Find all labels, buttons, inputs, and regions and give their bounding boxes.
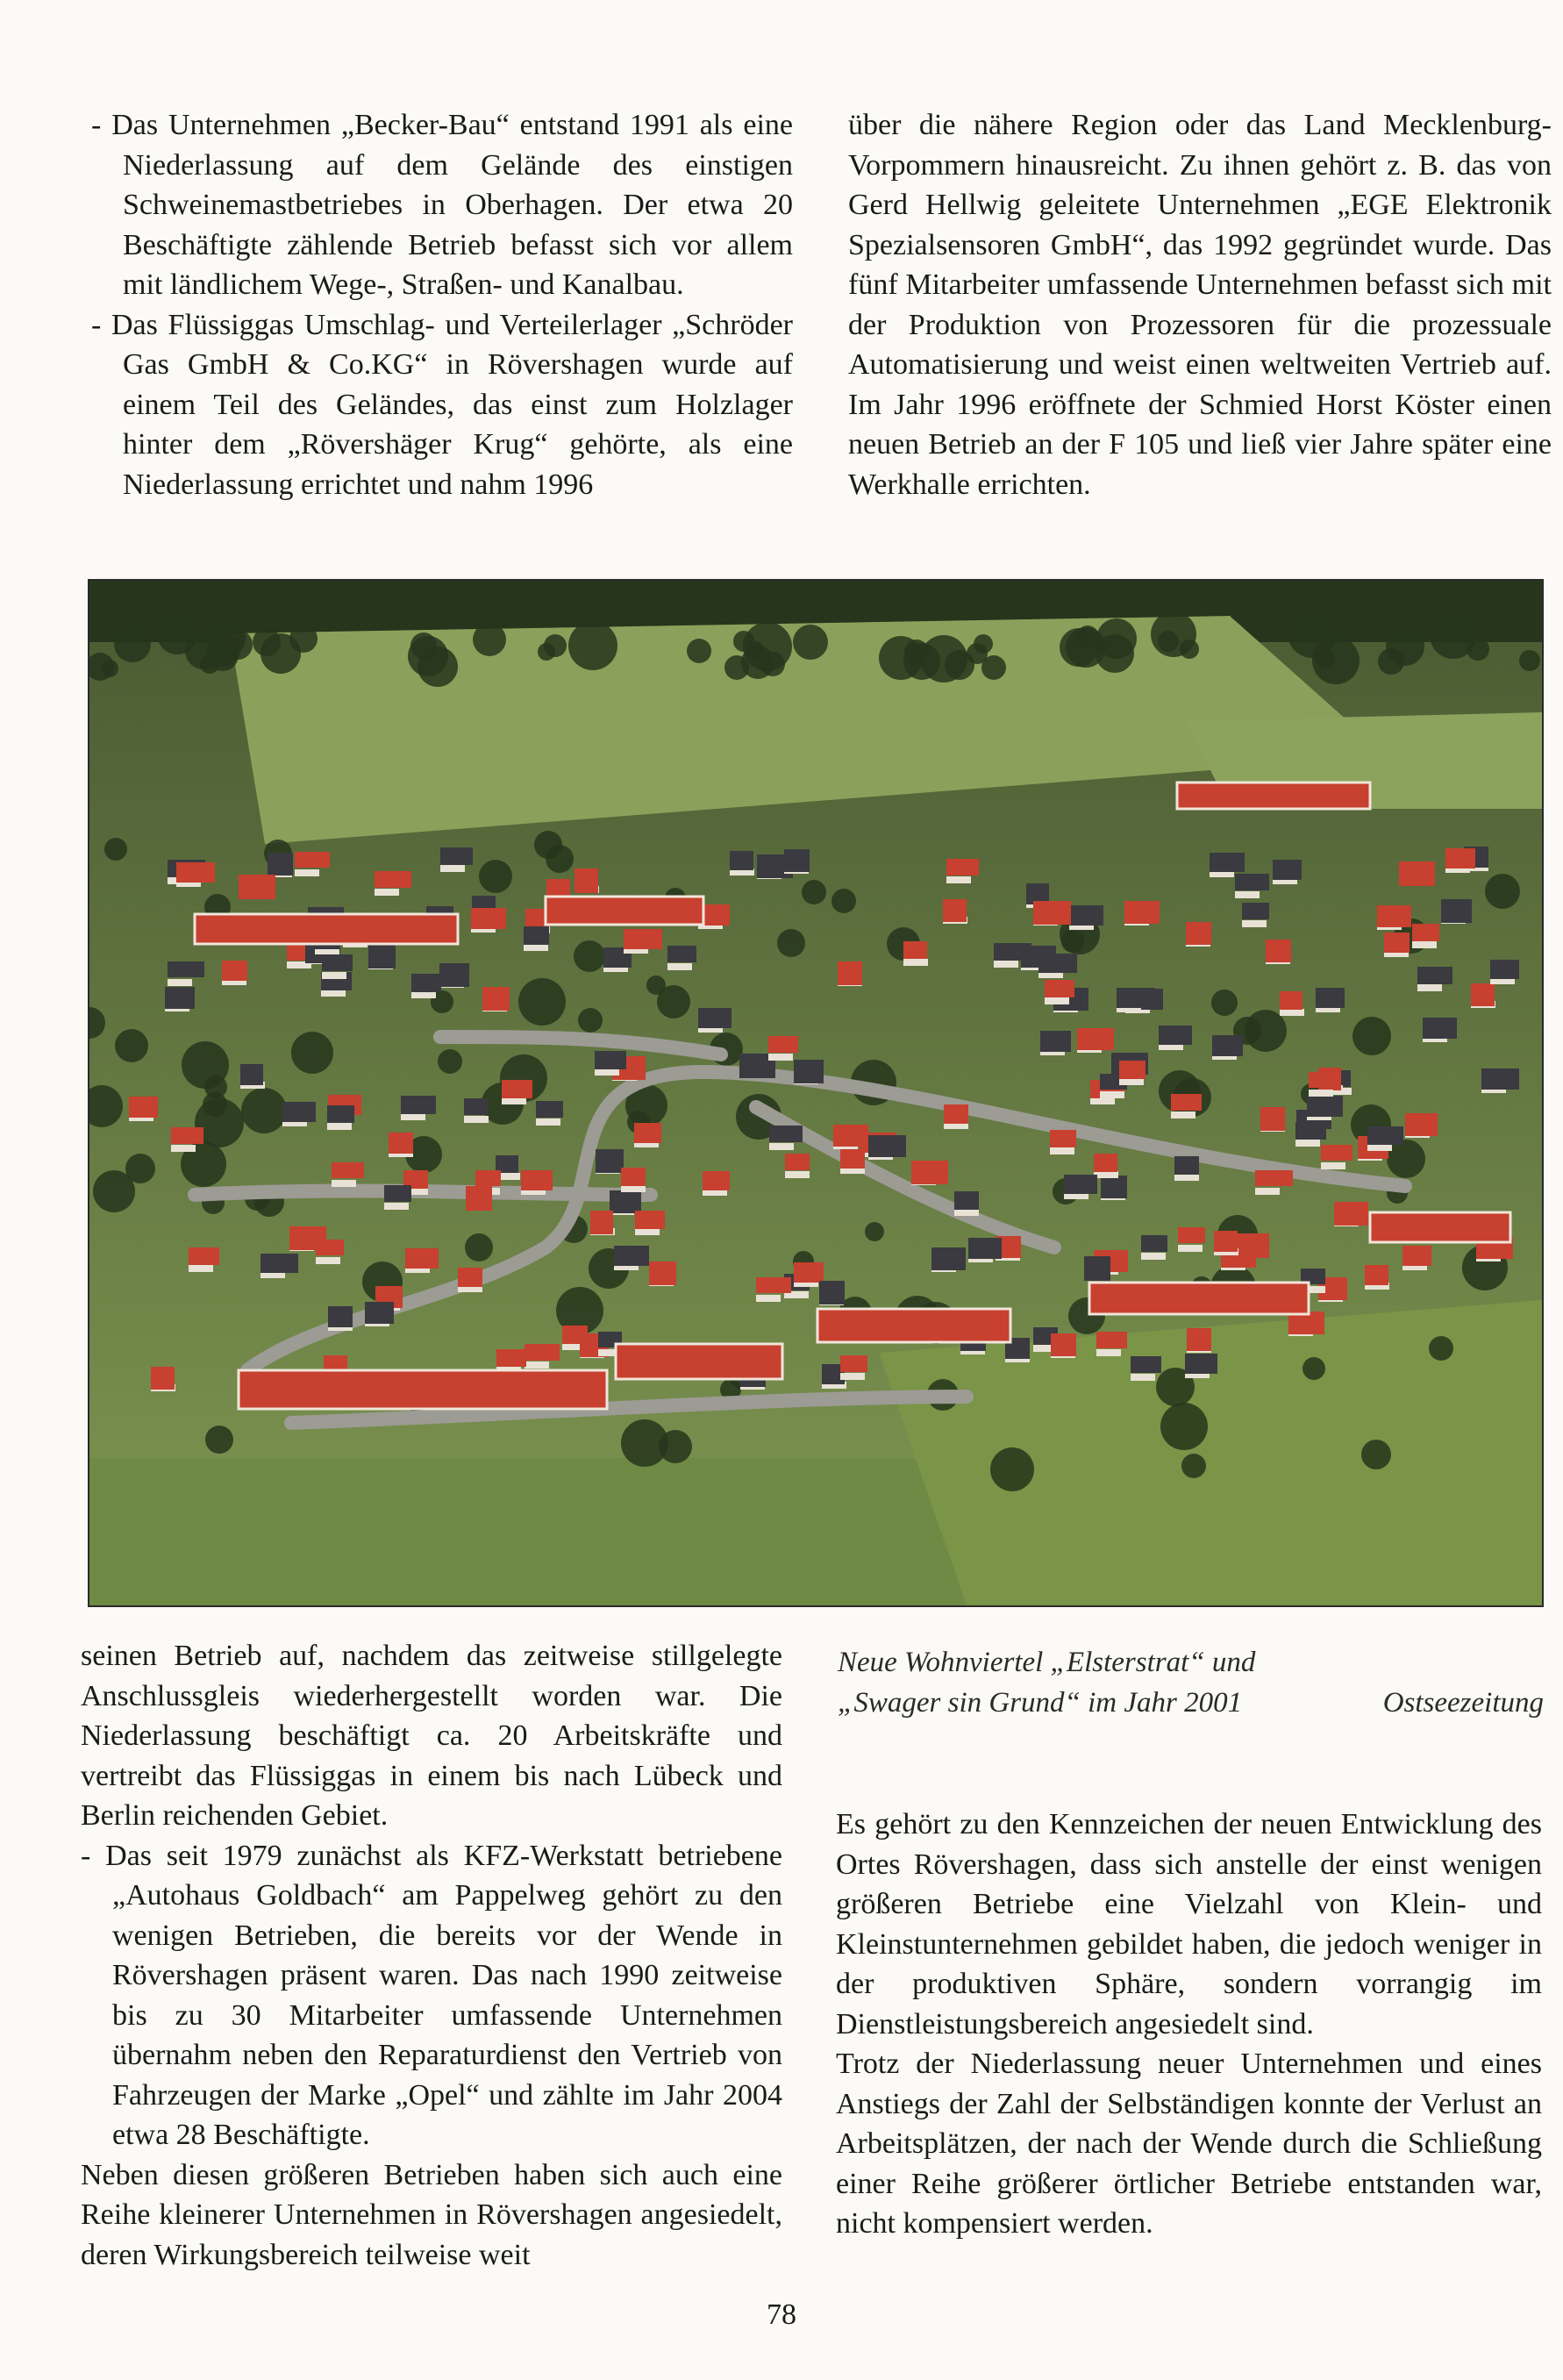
house: [943, 899, 967, 924]
house: [466, 1186, 492, 1211]
house: [911, 1161, 948, 1185]
house: [536, 1101, 563, 1126]
tree: [687, 639, 711, 663]
house: [384, 1185, 411, 1210]
tree: [1096, 634, 1134, 673]
house: [1141, 1235, 1167, 1260]
house: [1405, 1113, 1438, 1138]
house: [1051, 1333, 1076, 1358]
house: [1365, 1265, 1389, 1290]
tree: [646, 976, 666, 995]
tree: [574, 940, 605, 972]
row-house: [239, 1370, 607, 1409]
house: [1119, 1061, 1145, 1085]
house: [1050, 1130, 1076, 1154]
column-top-right: [848, 105, 1552, 504]
house: [1101, 1176, 1127, 1200]
house: [439, 963, 469, 988]
house: [524, 926, 549, 951]
tree: [1245, 1010, 1287, 1052]
list-item-schroeder-gas: - Das Flüssiggas Umschlag- und Verteilerlager „Schröder Gas GmbH & Co.KG“ in Rövershagen wurde auf einem Teil des Geländes, das einst zum Holzlager hinter dem „Rövershäger Krug“ gehörte, als eine Niederlassung errichtet und nahm 1996: [91, 308, 793, 501]
house: [868, 1135, 906, 1160]
column-top-left: [91, 105, 793, 504]
tree: [865, 1222, 884, 1241]
house: [784, 849, 810, 874]
tree: [831, 889, 856, 913]
tree: [777, 929, 805, 957]
house: [1033, 901, 1071, 926]
row-house: [1370, 1212, 1510, 1242]
photo-caption: [838, 1642, 1544, 1723]
aerial-photo-illustration: [89, 581, 1542, 1605]
tree: [104, 838, 127, 861]
tree: [793, 625, 828, 660]
house: [1481, 1068, 1519, 1093]
house: [1214, 1231, 1238, 1255]
tree: [205, 1426, 233, 1454]
aerial-photo: [88, 579, 1544, 1607]
house: [621, 1168, 646, 1192]
tree: [241, 1088, 287, 1133]
list-item-becker-bau: - Das Unternehmen „Becker-Bau“ entstand 1991 als eine Niederlassung auf dem Gelände des einstigen Schweinemastbetriebes in Oberhagen. Der etwa 20 Beschäftigte zählende Betrieb befasst sich vor allem mit ländlichem Wege-, Straßen- und Kanalbau.: [91, 109, 793, 301]
house: [1384, 933, 1410, 957]
tree: [1151, 611, 1196, 657]
paragraph-regional-firms: über die nähere Region oder das Land Mecklenburg-Vorpommern hinausreicht. Zu ihnen gehört z. B. das von Gerd Hellwig geleitete Unternehmen „EGE Elektronik Spezialsensoren GmbH“, das 1992 gegründet wurde. Das fünf Mitarbeiter umfassende Unternehmen befasst sich mit der Produktion von Prozessoren für die prozessuale Automatisierung und weist einen weltweiten Vertrieb auf. Im Jahr 1996 eröffnete der Schmied Horst Köster einen neuen Betrieb an der F 105 und ließ vier Jahre später eine Werkhalle errichten.: [848, 109, 1552, 501]
row-house: [546, 897, 703, 925]
tree: [1387, 1140, 1425, 1178]
tree: [465, 1233, 493, 1261]
house: [838, 961, 862, 986]
tree: [741, 646, 774, 679]
tree: [1386, 627, 1424, 666]
house: [819, 1281, 845, 1305]
house: [1399, 861, 1435, 886]
house: [1471, 983, 1495, 1008]
house: [1178, 1227, 1205, 1252]
house: [1174, 1156, 1199, 1181]
row-house: [1089, 1283, 1309, 1314]
house: [1307, 1096, 1343, 1120]
house: [1077, 1028, 1114, 1053]
house: [482, 987, 510, 1011]
house: [239, 875, 275, 899]
house: [222, 961, 247, 985]
column-bottom-right: [836, 1805, 1542, 2244]
tree: [101, 660, 118, 677]
house: [328, 1306, 353, 1331]
house: [1334, 1202, 1368, 1226]
row-house: [195, 914, 458, 944]
house: [840, 1355, 867, 1380]
house: [464, 1098, 489, 1123]
paragraph-continuation: seinen Betrieb auf, nachdem das zeitweise stillgelegte Anschlussgleis wiederhergestellt worden war. Die Niederlassung beschäftigt ca. 20 Arbeitskräfte und vertreibt das Flüssiggas in einem bis nach Lübeck und Berlin reichenden Gebiet.: [81, 1640, 782, 1832]
house: [649, 1261, 676, 1286]
house: [1084, 1256, 1110, 1281]
paragraph-smaller-firms: Neben diesen größeren Betrieben haben sich auch eine Reihe kleinerer Unternehmen in Rövershagen angesiedelt, deren Wirkungsbereich teilweise weit: [81, 2158, 782, 2271]
house: [458, 1268, 482, 1292]
tree: [1361, 1440, 1391, 1469]
house: [968, 1238, 1002, 1262]
house: [365, 1302, 394, 1326]
house: [931, 1247, 966, 1272]
house: [703, 1171, 730, 1196]
tree: [185, 633, 222, 669]
house: [794, 1060, 824, 1084]
row-house: [616, 1344, 782, 1379]
house: [289, 1226, 326, 1251]
house: [1412, 924, 1439, 948]
house: [1187, 1328, 1211, 1353]
house: [903, 941, 928, 966]
house: [1094, 1154, 1118, 1178]
house: [1242, 903, 1269, 927]
house: [1040, 1031, 1071, 1055]
house: [1124, 901, 1160, 926]
house: [471, 908, 506, 933]
house: [1280, 991, 1304, 1016]
tree: [1288, 609, 1337, 658]
page-number: 78: [767, 2298, 796, 2331]
house: [151, 1367, 175, 1391]
tree: [479, 860, 512, 893]
tree: [802, 880, 826, 904]
tree: [93, 1170, 135, 1212]
house: [634, 1123, 661, 1147]
row-house: [817, 1309, 1010, 1342]
tree: [473, 623, 506, 656]
tree: [1352, 1017, 1391, 1055]
house: [368, 945, 396, 969]
column-bottom-left: [81, 1636, 782, 2275]
tree: [659, 1430, 692, 1463]
tree: [1519, 650, 1540, 671]
house: [596, 1149, 624, 1174]
tree: [544, 634, 567, 657]
house: [840, 1149, 865, 1174]
caption-line-2: „Swager sin Grund“ im Jahr 2001: [838, 1687, 1243, 1719]
tree: [879, 636, 923, 680]
tree: [578, 1008, 603, 1033]
tree: [518, 978, 566, 1026]
tree: [114, 625, 151, 662]
tree: [1076, 625, 1099, 648]
tree: [204, 1076, 227, 1098]
paragraph-small-enterprises: Es gehört zu den Kennzeichen der neuen Entwicklung des Ortes Rövershagen, dass sich anstelle der einst wenigen größeren Betriebe eine Vielzahl von Klein- und Kleinstunternehmen gebildet haben, die jedoch weniger in der produktiven Sphäre, sondern vorrangig im Dienstleistungsbereich angesiedelt sind.: [836, 1808, 1542, 2041]
house: [165, 987, 195, 1011]
house: [240, 1064, 265, 1089]
house: [954, 1191, 979, 1216]
house: [1260, 1107, 1285, 1132]
house: [1441, 899, 1472, 924]
tree: [438, 1049, 462, 1074]
house: [389, 1133, 413, 1157]
house: [327, 1105, 354, 1130]
tree: [1302, 1357, 1325, 1380]
house: [944, 1104, 968, 1129]
house: [129, 1097, 158, 1121]
tree: [115, 1029, 148, 1062]
row-house: [1177, 783, 1370, 809]
paragraph-job-losses: Trotz der Niederlassung neuer Unternehmen und eines Anstiegs der Zahl der Selbständigen konnte der Verlust an Arbeitsplätzen, der nach der Wende durch die Schließung einer Reihe größerer örtlicher Betriebe entstanden war, nicht kompensiert werden.: [836, 2048, 1542, 2240]
house: [268, 853, 293, 877]
tree: [1429, 1336, 1453, 1361]
house: [1423, 1018, 1457, 1042]
list-item-autohaus-goldbach: - Das seit 1979 zunächst als KFZ-Werkstatt betriebene „Autohaus Goldbach“ am Pappelweg gehört zu den wenigen Betrieben, die bereits vor der Wende in Rövershagen präsent waren. Das nach 1990 zeitweise bis zu 30 Mitarbeiter umfassende Unternehmen übernahm neben den Reparaturdienst den Vertrieb von Fahrzeugen der Marke „Opel“ und zählte im Jahr 2004 etwa 28 Beschäftigte.: [81, 1839, 782, 2151]
house: [730, 851, 754, 876]
tree: [1211, 990, 1238, 1016]
tree: [568, 621, 617, 670]
tree: [990, 1447, 1034, 1491]
house: [833, 1125, 868, 1149]
house: [785, 1154, 810, 1178]
tree: [1485, 874, 1520, 909]
house: [1186, 922, 1211, 947]
house: [1212, 1035, 1243, 1060]
house: [1377, 905, 1411, 930]
tree: [253, 628, 281, 656]
tree: [1181, 1454, 1206, 1478]
tree: [1467, 638, 1489, 661]
tree: [967, 643, 988, 664]
tree: [534, 831, 562, 859]
tree: [1160, 1403, 1208, 1450]
tree: [418, 647, 458, 687]
tree: [289, 625, 318, 653]
caption-source: Ostseezeitung: [1382, 1687, 1544, 1719]
house: [575, 868, 599, 893]
caption-line-1: Neue Wohnviertel „Elsterstrat“ und: [838, 1647, 1256, 1678]
tree: [291, 1032, 333, 1074]
house: [1266, 940, 1291, 964]
house: [590, 1211, 615, 1235]
